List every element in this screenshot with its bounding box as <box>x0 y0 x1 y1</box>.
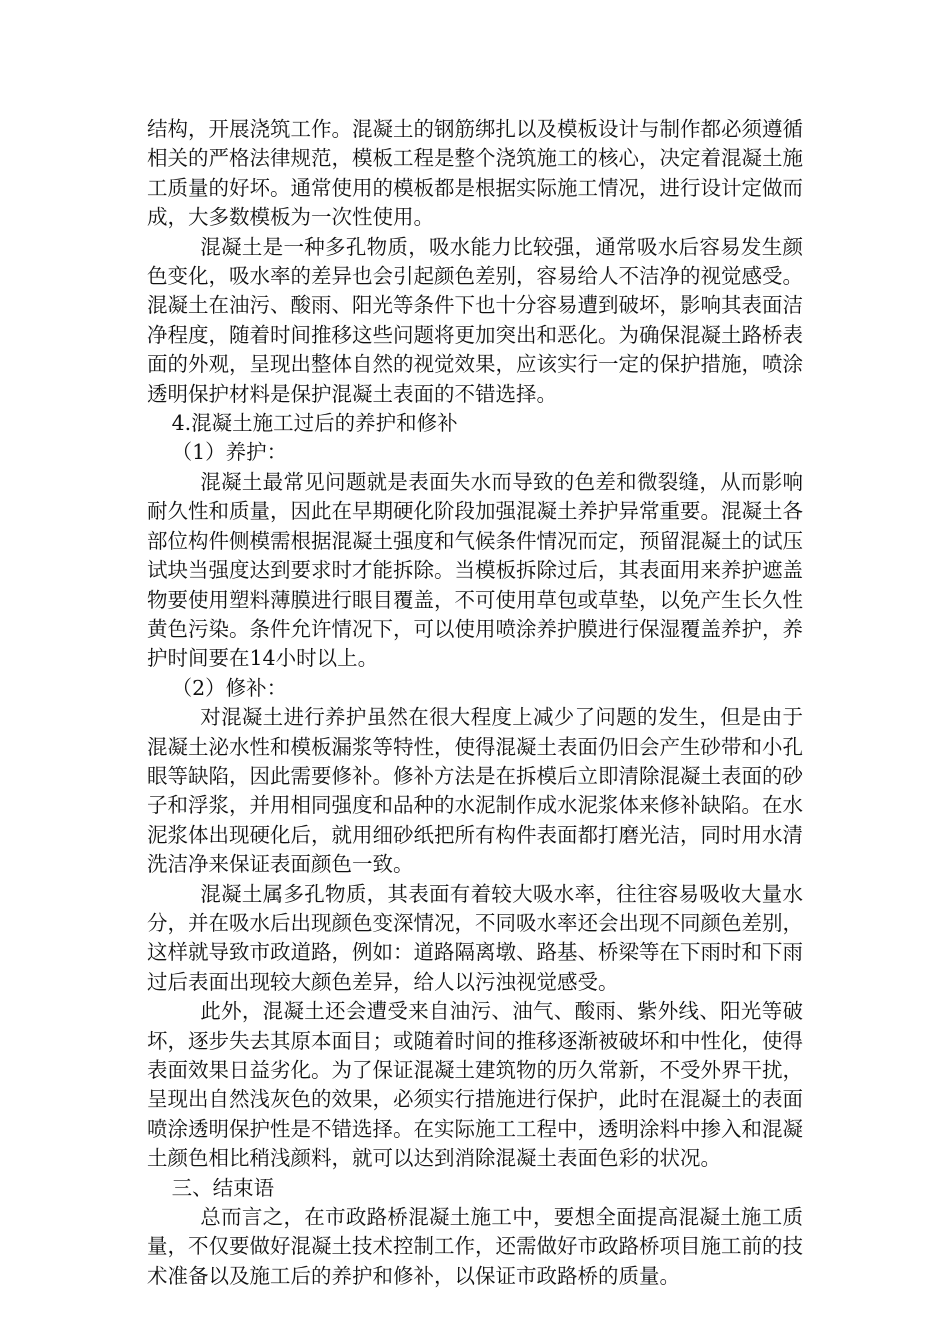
paragraph-protection: 此外，混凝土还会遭受来自油污、油气、酸雨、紫外线、阳光等破坏，逐步失去其原本面目；或随着时间的推移逐渐被破坏和中性化，使得表面效果日益劣化。为了保证混凝土建筑物的历久常新，不受外界干扰，呈现出自然浅灰色的效果，必须实行措施进行保护，此时在混凝土的表面喷涂透明保护性是不错选择。在实际施工工程中，透明涂料中掺入和混凝土颜色相比稍浅颜料，就可以达到消除混凝土表面色彩的状况。 <box>147 999 803 1171</box>
document-body <box>147 115 803 1291</box>
paragraph-conclusion: 总而言之，在市政路桥混凝土施工中，要想全面提高混凝土施工质量，不仅要做好混凝土技术控制工作，还需做好市政路桥项目施工前的技术准备以及施工后的养护和修补，以保证市政路桥的质量。 <box>147 1205 803 1288</box>
paragraph-curing: 混凝土最常见问题就是表面失水而导致的色差和微裂缝，从而影响耐久性和质量，因此在早期硬化阶段加强混凝土养护异常重要。混凝土各部位构件侧模需根据混凝土强度和气候条件情况而定，预留混凝土的试压试块当强度达到要求时才能拆除。当模板拆除过后，其表面用来养护遮盖物要使用塑料薄膜进行眼目覆盖，不可使用草包或草垫，以免产生长久性黄色污染。条件允许情况下，可以使用喷涂养护膜进行保湿覆盖养护，养护时间要在14小时以上。 <box>147 469 803 671</box>
subheading-repair: （2）修补： <box>171 675 288 700</box>
paragraph-porous-material: 混凝土是一种多孔物质，吸水能力比较强，通常吸水后容易发生颜色变化，吸水率的差异也会引起颜色差别，容易给人不洁净的视觉感受。混凝土在油污、酸雨、阳光等条件下也十分容易遭到破坏，影响其表面洁净程度，随着时间推移这些问题将更加突出和恶化。为确保混凝土路桥表面的外观，呈现出整体自然的视觉效果，应该实行一定的保护措施，喷涂透明保护材料是保护混凝土表面的不错选择。 <box>147 234 803 406</box>
paragraph-repair: 对混凝土进行养护虽然在很大程度上减少了问题的发生，但是由于混凝土泌水性和模板漏浆等特性，使得混凝土表面仍旧会产生砂带和小孔眼等缺陷，因此需要修补。修补方法是在拆模后立即清除混凝土表面的砂子和浮浆，并用相同强度和品种的水泥制作成水泥浆体来修补缺陷。在水泥浆体出现硬化后，就用细砂纸把所有构件表面都打磨光洁，同时用水清洗洁净来保证表面颜色一致。 <box>147 705 803 877</box>
paragraph-formwork-continuation: 结构，开展浇筑工作。混凝土的钢筋绑扎以及模板设计与制作都必须遵循相关的严格法律规范，模板工程是整个浇筑施工的核心，决定着混凝土施工质量的好坏。通常使用的模板都是根据实际施工情况，进行设计定做而成，大多数模板为一次性使用。 <box>147 117 803 230</box>
section-heading-curing-repair: 4.混凝土施工过后的养护和修补 <box>171 411 458 436</box>
section-heading-conclusion: 三、结束语 <box>171 1175 275 1200</box>
subheading-curing: （1）养护： <box>171 440 288 465</box>
paragraph-water-absorption: 混凝土属多孔物质，其表面有着较大吸水率，往往容易吸收大量水分，并在吸水后出现颜色变深情况，不同吸水率还会出现不同颜色差别，这样就导致市政道路，例如：道路隔离墩、路基、桥梁等在下雨时和下雨过后表面出现较大颜色差异，给人以污浊视觉感受。 <box>147 881 803 994</box>
